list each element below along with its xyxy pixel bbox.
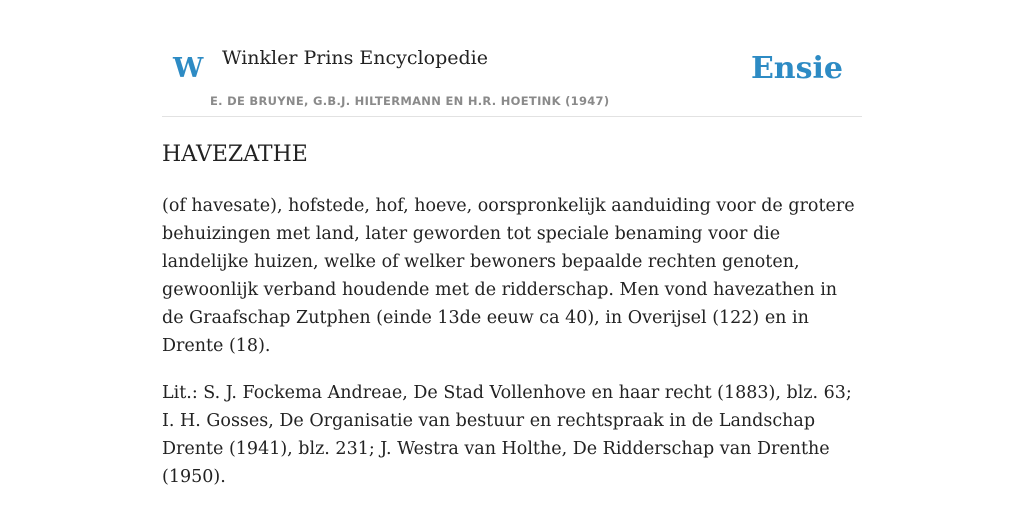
source-header: [162, 0, 862, 117]
entry-body: [162, 192, 862, 510]
ensie-logo-link[interactable]: Ensie: [750, 51, 843, 86]
source-logo[interactable]: W: [173, 53, 204, 84]
source-authors: E. DE BRUYNE, G.B.J. HILTERMANN EN H.R. HOETINK (1947): [210, 94, 610, 108]
page: [162, 0, 862, 487]
entry-literature-paragraph: Lit.: S. J. Fockema Andreae, De Stad Vollenhove en haar recht (1883), blz. 63; I. H. Gosses, De Organisatie van bestuur en rechtspraak in de Landschap Drente (1941), blz. 231; J. Westra van Holthe, De Ridderschap van Drenthe (1950).: [162, 383, 852, 487]
source-title-link[interactable]: Winkler Prins Encyclopedie: [222, 47, 488, 69]
entry-definition-paragraph: (of havesate), hofstede, hof, hoeve, oorspronkelijk aanduiding voor de grotere behuizingen met land, later geworden tot speciale benaming voor die landelijke huizen, welke of welker bewoners bepaalde rechten genoten, gewoonlijk verband houdende met de ridderschap. Men vond havezathen in de Graafschap Zutphen (einde 13de eeuw ca 40), in Overijsel (122) en in Drente (18).: [162, 196, 855, 356]
entry-title: HAVEZATHE: [162, 142, 308, 167]
